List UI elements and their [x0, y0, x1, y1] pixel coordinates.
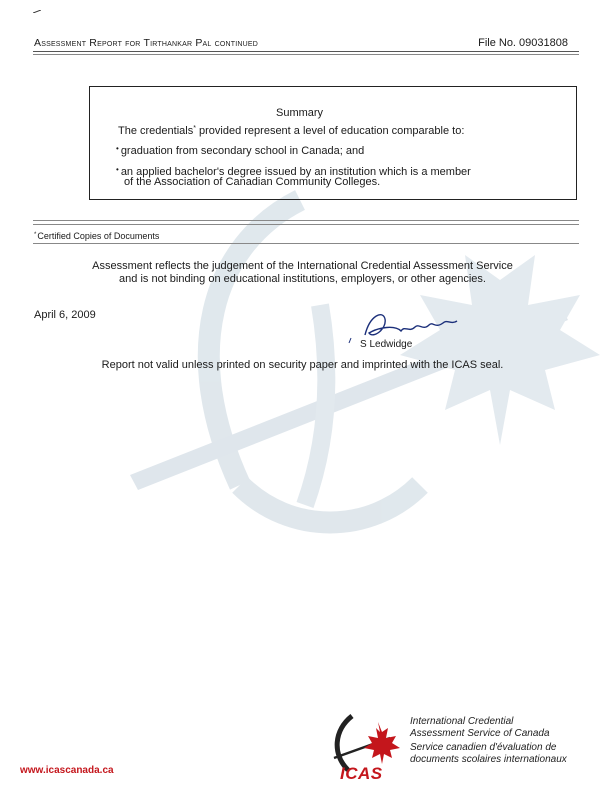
website-link[interactable]: www.icascanada.ca: [20, 765, 114, 776]
header-divider: [33, 51, 579, 52]
organization-name: International Credential Assessment Service of Canada Service canadien d'évaluation de documents scolaires internationaux: [410, 716, 567, 765]
icas-logo-text: ICAS: [340, 764, 383, 783]
report-date: April 6, 2009: [34, 309, 96, 321]
footnote-divider: [33, 243, 579, 244]
summary-heading: Summary: [276, 107, 324, 119]
footnote: *Certified Copies of Documents: [34, 231, 160, 241]
corner-mark: [33, 10, 41, 13]
validity-note: Report not valid unless printed on security paper and imprinted with the ICAS seal.: [101, 359, 504, 371]
list-item: • graduation from secondary school in Canada; and: [116, 144, 365, 157]
header-divider-2: [33, 54, 579, 55]
file-number: File No. 09031808: [478, 37, 568, 49]
list-item: • an applied bachelor's degree issued by an institution which is a member: [116, 165, 471, 178]
summary-intro: The credentials* provided represent a level of education comparable to:: [118, 125, 465, 137]
section-divider-2: [33, 224, 579, 225]
report-title: Assessment Report for Tirthankar Pal continued: [34, 37, 259, 49]
disclaimer: Assessment reflects the judgement of the International Credential Assessment Service and is not binding on educational institutions, employers, or other agencies.: [92, 260, 513, 285]
section-divider: [33, 220, 579, 221]
signer-name: S Ledwidge: [360, 339, 413, 350]
list-item-continuation: of the Association of Canadian Community Colleges.: [124, 176, 381, 188]
